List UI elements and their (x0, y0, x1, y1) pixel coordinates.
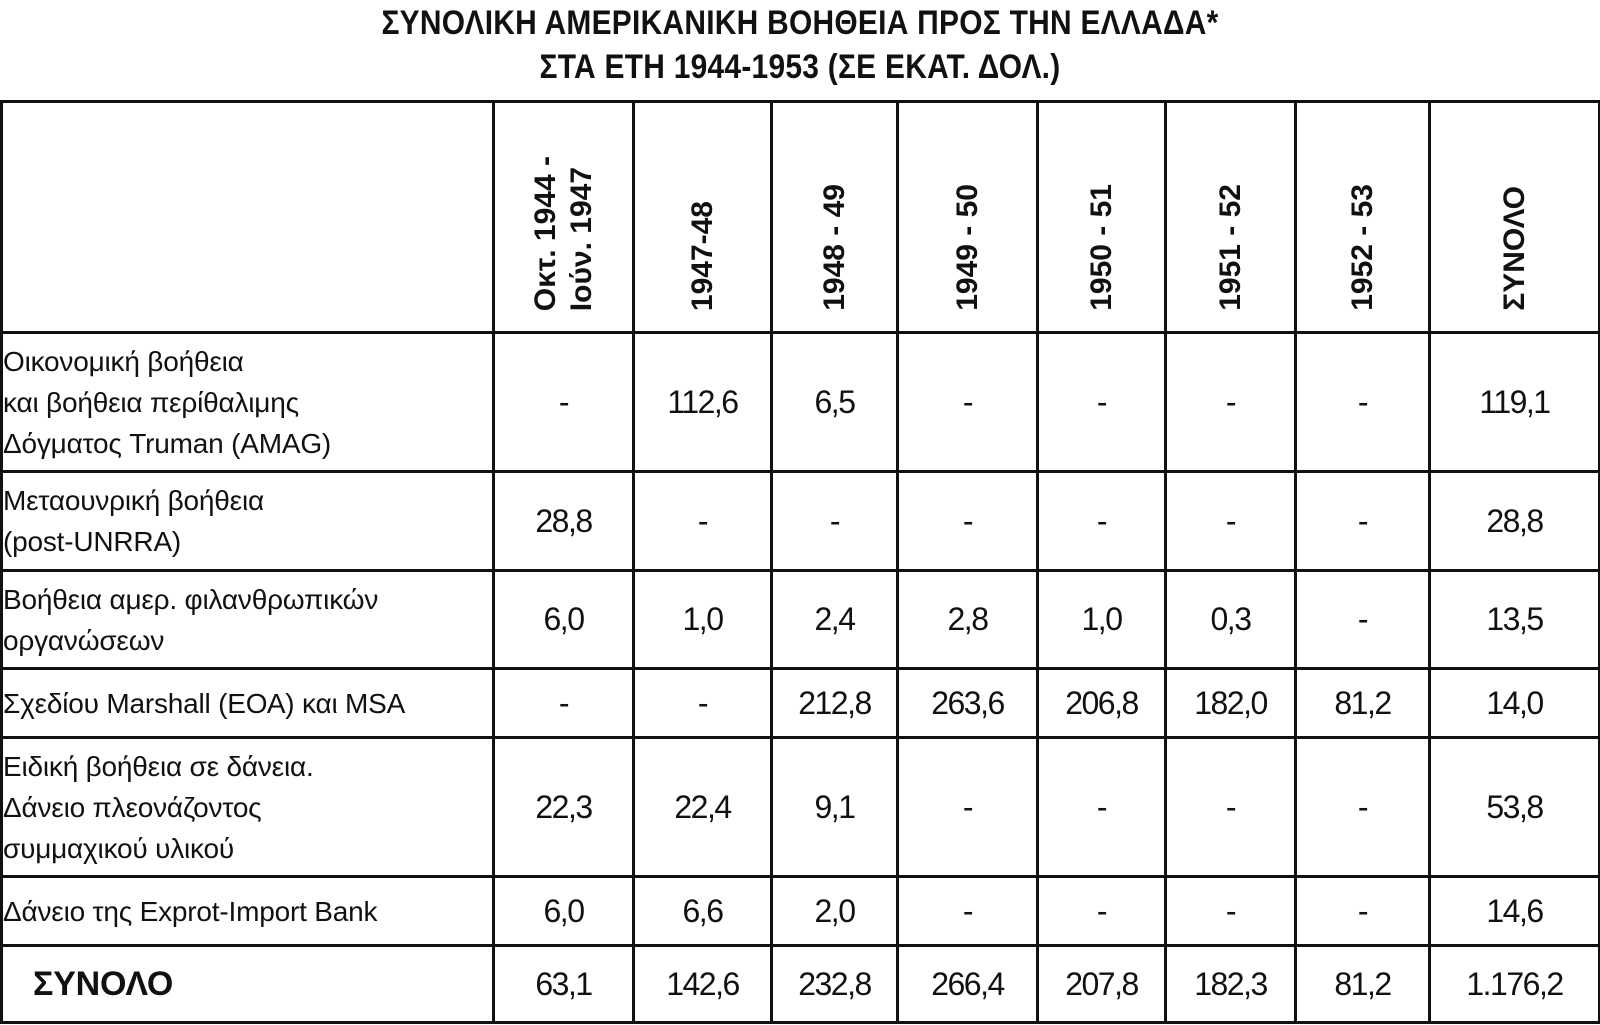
table-cell: - (1296, 472, 1430, 571)
total-row (2, 946, 1600, 1023)
table-cell: 263,6 (898, 669, 1038, 738)
table-cell: - (634, 472, 772, 571)
table-row (2, 669, 1600, 738)
table-cell: 1,0 (1038, 571, 1166, 669)
column-header-line: 1949 - 50 (950, 184, 984, 311)
column-header (1038, 102, 1166, 333)
table-cell: - (1166, 333, 1296, 472)
row-label (2, 571, 494, 669)
column-header-line: ΣΥΝΟΛΟ (1497, 186, 1531, 311)
table-cell: 182,0 (1166, 669, 1296, 738)
total-cell: 81,2 (1296, 946, 1430, 1023)
table-row (2, 472, 1600, 571)
table-row (2, 333, 1600, 472)
row-label-line: Βοήθεια αμερ. φιλανθρωπικών (3, 583, 379, 615)
aid-table (0, 100, 1600, 1024)
table-cell: 6,0 (494, 571, 634, 669)
table-cell: 22,4 (634, 738, 772, 877)
row-label-line: Δάνειο πλεονάζοντος (3, 791, 262, 823)
table-cell: - (1296, 877, 1430, 946)
row-label-line: Οικονομική βοήθεια (3, 345, 244, 377)
table-cell: 13,5 (1430, 571, 1600, 669)
total-cell: 232,8 (772, 946, 898, 1023)
table-cell: 1,0 (634, 571, 772, 669)
total-cell: 207,8 (1038, 946, 1166, 1023)
table-cell: 206,8 (1038, 669, 1166, 738)
table-cell: 2,0 (772, 877, 898, 946)
column-header (494, 102, 634, 333)
table-cell: 28,8 (494, 472, 634, 571)
column-header (1166, 102, 1296, 333)
column-header-line: 1947-48 (685, 200, 719, 311)
header-row (2, 102, 1600, 333)
row-label (2, 333, 494, 472)
table-cell: - (1038, 877, 1166, 946)
page-subtitle: ΣΤΑ ΕΤΗ 1944-1953 (ΣΕ ΕΚΑΤ. ΔΟΛ.) (539, 48, 1061, 86)
row-label-line: Σχεδίου Marshall (ΕΟΑ) και MSA (3, 687, 406, 719)
table-cell: 81,2 (1296, 669, 1430, 738)
total-cell: 142,6 (634, 946, 772, 1023)
table-cell: 0,3 (1166, 571, 1296, 669)
table-cell: - (1296, 333, 1430, 472)
row-label-line: Δόγματος Truman (AMAG) (3, 427, 332, 459)
table-cell: 14,0 (1430, 669, 1600, 738)
table-cell: 14,6 (1430, 877, 1600, 946)
column-header (1296, 102, 1430, 333)
total-cell: 182,3 (1166, 946, 1296, 1023)
column-header (898, 102, 1038, 333)
title-block (0, 0, 1600, 98)
table-cell: 112,6 (634, 333, 772, 472)
column-header-line: Ιούν. 1947 (564, 166, 598, 311)
table-cell: 22,3 (494, 738, 634, 877)
total-cell: 266,4 (898, 946, 1038, 1023)
table-cell: 6,5 (772, 333, 898, 472)
row-label-line: συμμαχικού υλικού (3, 832, 234, 864)
table-cell: 6,0 (494, 877, 634, 946)
column-header (1430, 102, 1600, 333)
row-label-line: Ειδική βοήθεια σε δάνεια. (3, 750, 314, 782)
table-cell: - (1038, 472, 1166, 571)
table-cell: - (898, 877, 1038, 946)
table-row (2, 738, 1600, 877)
table-cell: 119,1 (1430, 333, 1600, 472)
table-cell: - (1038, 333, 1166, 472)
table-cell: 9,1 (772, 738, 898, 877)
column-header-line: 1950 - 51 (1084, 184, 1118, 311)
table-cell: 53,8 (1430, 738, 1600, 877)
table-cell: - (1166, 738, 1296, 877)
table-cell: - (494, 333, 634, 472)
corner-cell (2, 102, 494, 333)
column-header-line: Οκτ. 1944 - (528, 155, 562, 311)
table-cell: - (634, 669, 772, 738)
row-label (2, 669, 494, 738)
column-header (772, 102, 898, 333)
column-header-line: 1952 - 53 (1345, 184, 1379, 311)
table-cell: - (772, 472, 898, 571)
column-header (634, 102, 772, 333)
total-cell: 1.176,2 (1430, 946, 1600, 1023)
row-label (2, 877, 494, 946)
total-cell: 63,1 (494, 946, 634, 1023)
total-label: ΣΥΝΟΛΟ (2, 946, 494, 1023)
table-cell: - (1038, 738, 1166, 877)
column-header-line: 1948 - 49 (817, 184, 851, 311)
table-cell: - (898, 333, 1038, 472)
table-cell: - (1296, 738, 1430, 877)
row-label-line: οργανώσεων (3, 624, 165, 656)
table-cell: - (1166, 472, 1296, 571)
page-title: ΣΥΝΟΛΙΚΗ ΑΜΕΡΙΚΑΝΙΚΗ ΒΟΗΘΕΙΑ ΠΡΟΣ ΤΗΝ ΕΛΛΑΔΑ* (381, 4, 1219, 42)
table-cell: 212,8 (772, 669, 898, 738)
table-cell: 6,6 (634, 877, 772, 946)
row-label-line: (post-UNRRA) (3, 526, 182, 557)
row-label-line: Δάνειο της Exprot-Import Bank (3, 895, 378, 927)
table-cell: - (494, 669, 634, 738)
table-cell: 2,8 (898, 571, 1038, 669)
row-label (2, 738, 494, 877)
table-cell: - (1166, 877, 1296, 946)
row-label (2, 472, 494, 571)
table-row (2, 571, 1600, 669)
table-cell: 2,4 (772, 571, 898, 669)
column-header-line: 1951 - 52 (1213, 184, 1247, 311)
table-cell: - (898, 738, 1038, 877)
table-cell: - (1296, 571, 1430, 669)
table-row (2, 877, 1600, 946)
row-label-line: και βοήθεια περίθαλιμης (3, 386, 299, 418)
table-cell: - (898, 472, 1038, 571)
row-label-line: Μεταουνρική βοήθεια (3, 485, 264, 516)
table-cell: 28,8 (1430, 472, 1600, 571)
